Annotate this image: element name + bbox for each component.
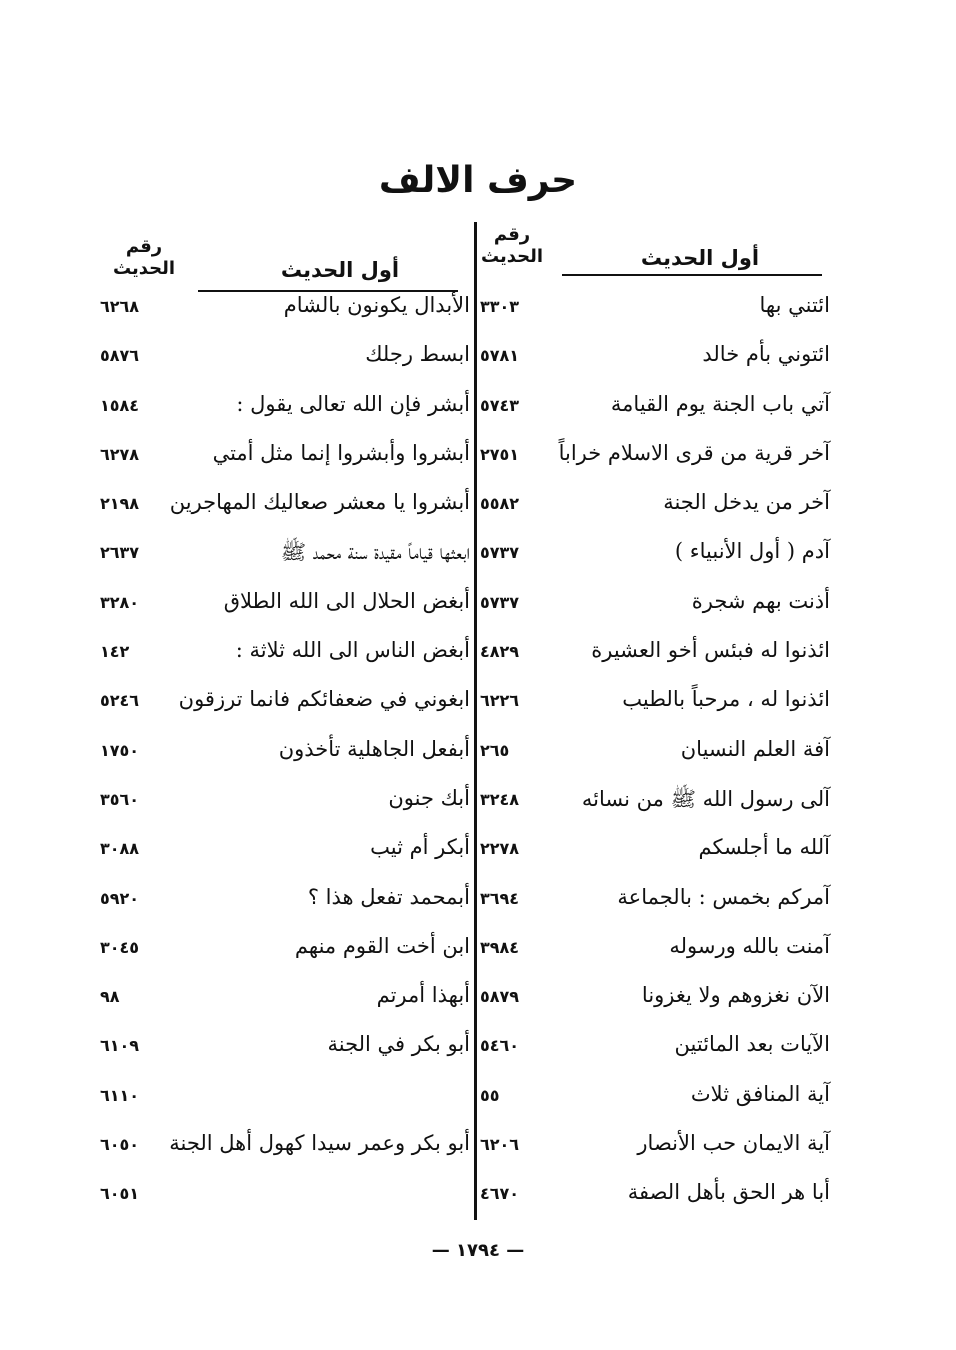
hadith-number: ٥٧٣٧	[480, 543, 520, 563]
hadith-entry	[100, 778, 470, 827]
right-header-rule	[562, 274, 822, 276]
hadith-entry	[100, 729, 470, 778]
right-column	[480, 285, 830, 1222]
hadith-opening: أبغض الناس الى الله ثلاثة :	[235, 638, 470, 663]
hadith-entry	[480, 482, 830, 531]
hadith-number: ٦٢٧٨	[100, 444, 140, 464]
hadith-number: ٥٧٨١	[480, 346, 520, 366]
hadith-entry	[100, 1074, 470, 1123]
hadith-number: ٤٦٧٠	[480, 1184, 520, 1204]
hadith-entry	[100, 581, 470, 630]
hadith-opening: أبو بكر في الجنة	[327, 1032, 470, 1057]
hadith-number: ٥٢٤٦	[100, 691, 140, 711]
hadith-number: ٢٦٣٧	[100, 543, 140, 563]
hadith-opening: أبا هر الحق بأهل الصفة	[627, 1180, 830, 1205]
hadith-number: ٢٦٥	[480, 740, 510, 760]
left-text-header: أول الحديث	[280, 258, 400, 282]
hadith-number: ٣٢٨٠	[100, 592, 140, 612]
hadith-number: ٣٠٤٥	[100, 937, 140, 957]
hadith-entry	[480, 1172, 830, 1221]
hadith-opening: آتي باب الجنة يوم القيامة	[610, 391, 830, 416]
hadith-number: ٥٤٦٠	[480, 1036, 520, 1056]
hadith-number: ٢٢٧٨	[480, 839, 520, 859]
hadith-entry	[480, 679, 830, 728]
hadith-number: ٥٨٧٩	[480, 987, 520, 1007]
hadith-opening: الآن نغزوهم ولا يغزونا	[641, 983, 830, 1008]
hadith-entry	[480, 877, 830, 926]
hadith-opening: أذنت بهم شجرة	[691, 588, 830, 613]
hadith-entry	[480, 1024, 830, 1073]
hadith-opening: آلى رسول الله ﷺ من نسائه	[581, 786, 830, 811]
hadith-number: ٦٠٥٠	[100, 1135, 140, 1155]
hadith-entry	[480, 630, 830, 679]
hadith-entry	[480, 581, 830, 630]
hadith-entry	[100, 877, 470, 926]
hadith-number: ٦٢٢٦	[480, 691, 520, 711]
right-number-header: رقم الحديث	[480, 224, 544, 267]
page-title: حرف الالف	[378, 160, 578, 201]
hadith-entry	[480, 384, 830, 433]
hadith-opening: أبهذا أمرتم	[376, 983, 470, 1008]
hadith-opening: أبو بكر وعمر سيدا كهول أهل الجنة	[169, 1131, 470, 1156]
hadith-number: ٥٥٨٢	[480, 494, 520, 514]
hadith-number: ٥٧٤٣	[480, 395, 520, 415]
hadith-opening: الأبدال يكونون بالشام	[283, 293, 470, 317]
hadith-entry	[100, 679, 470, 728]
hadith-opening: الآيات بعد المائتين	[674, 1032, 830, 1057]
hadith-entry	[480, 778, 830, 827]
hadith-number: ٦١١٠	[100, 1085, 140, 1105]
hadith-number: ٥٨٧٦	[100, 346, 140, 366]
hadith-opening: أبمحمد تفعل هذا ؟	[307, 884, 470, 909]
hadith-opening: أبك جنون	[388, 785, 470, 810]
hadith-opening: ائذنوا له ، مرحباً بالطيب	[622, 687, 830, 712]
hadith-number: ٥٩٢٠	[100, 888, 140, 908]
hadith-number: ١٥٨٤	[100, 395, 140, 415]
hadith-opening: آمركم بخمس : بالجماعة	[617, 884, 830, 909]
hadith-number: ١٧٥٠	[100, 740, 140, 760]
hadith-entry	[100, 285, 470, 334]
hadith-number: ٦٢٦٨	[100, 297, 140, 316]
hadith-entry	[100, 482, 470, 531]
page-number: — ١٧٩٤ —	[431, 1240, 525, 1261]
right-text-header: أول الحديث	[640, 246, 760, 270]
hadith-number: ٦٢٠٦	[480, 1135, 520, 1155]
column-divider	[474, 222, 477, 1220]
hadith-number: ٥٧٣٧	[480, 592, 520, 612]
hadith-number: ٣٩٨٤	[480, 937, 520, 957]
hadith-number: ٦١٠٩	[100, 1036, 140, 1056]
hadith-number: ٥٥	[480, 1085, 500, 1105]
hadith-opening: آفة العلم النسيان	[680, 736, 830, 761]
hadith-number: ٢٧٥١	[480, 444, 520, 464]
hadith-entry	[100, 926, 470, 975]
hadith-entry	[480, 285, 830, 334]
hadith-entry	[100, 975, 470, 1024]
hadith-entry	[480, 975, 830, 1024]
hadith-opening: ابن أخت القوم منهم	[294, 933, 470, 958]
hadith-opening: أبشروا وأبشروا إنما مثل أمتي	[212, 440, 470, 465]
hadith-opening: ائذنوا له فبئس أخو العشيرة	[591, 638, 830, 663]
hadith-entry	[100, 433, 470, 482]
hadith-number: ٣٦٩٤	[480, 888, 520, 908]
hadith-number: ٣٣٠٣	[480, 297, 520, 316]
hadith-opening: أبشر فإن الله تعالى يقول :	[236, 391, 470, 416]
hadith-opening: أبشروا يا معشر صعاليك المهاجرين	[169, 490, 470, 515]
hadith-entry	[100, 1123, 470, 1172]
hadith-entry	[100, 531, 470, 580]
hadith-entry	[480, 334, 830, 383]
hadith-opening: آية المنافق ثلاث	[690, 1081, 830, 1106]
hadith-entry	[480, 1074, 830, 1123]
hadith-number: ٣٥٦٠	[100, 789, 140, 809]
hadith-number: ٦٠٥١	[100, 1184, 140, 1204]
hadith-opening: آية الايمان حب الأنصار	[637, 1131, 830, 1156]
hadith-opening: آخر من يدخل الجنة	[663, 490, 830, 515]
hadith-opening: ائتني بها	[759, 293, 830, 317]
hadith-entry	[100, 1172, 470, 1221]
hadith-opening: ابغوني في ضعفائكم فانما ترزقون	[178, 687, 470, 712]
hadith-entry	[100, 384, 470, 433]
hadith-number: ٩٨	[100, 987, 120, 1007]
hadith-entry	[480, 827, 830, 876]
hadith-entry	[100, 1024, 470, 1073]
hadith-opening: آمنت بالله ورسوله	[669, 933, 830, 958]
hadith-opening: أبكر أم ثيب	[370, 835, 470, 860]
hadith-entry	[480, 1123, 830, 1172]
hadith-number: ٤٨٢٩	[480, 642, 520, 662]
hadith-entry	[480, 729, 830, 778]
hadith-entry	[100, 827, 470, 876]
hadith-entry	[480, 926, 830, 975]
hadith-number: ٣٠٨٨	[100, 839, 140, 859]
hadith-entry	[480, 433, 830, 482]
hadith-number: ٣٢٤٨	[480, 789, 520, 809]
hadith-opening: أبغض الحلال الى الله الطلاق	[223, 588, 470, 613]
hadith-opening: ائتوني بأم خالد	[702, 342, 830, 367]
hadith-entry	[100, 630, 470, 679]
hadith-entry	[480, 531, 830, 580]
hadith-number: ٢١٩٨	[100, 494, 140, 514]
hadith-entry	[100, 334, 470, 383]
hadith-opening: ابعثها قياماً مقيدة سنة محمد ﷺ	[280, 540, 470, 565]
hadith-opening: آلله ما أجلسكم	[698, 835, 830, 860]
hadith-opening: آخر قرية من قرى الاسلام خراباً	[558, 440, 830, 465]
hadith-opening: آدم ( أول الأنبياء )	[674, 539, 830, 564]
left-number-header: رقم الحديث	[112, 236, 176, 279]
hadith-opening: أبفعل الجاهلية تأخذون	[278, 736, 470, 761]
left-column	[100, 285, 470, 1222]
hadith-number: ١٤٢	[100, 642, 130, 662]
hadith-opening: ابسط رجلك	[365, 342, 470, 367]
